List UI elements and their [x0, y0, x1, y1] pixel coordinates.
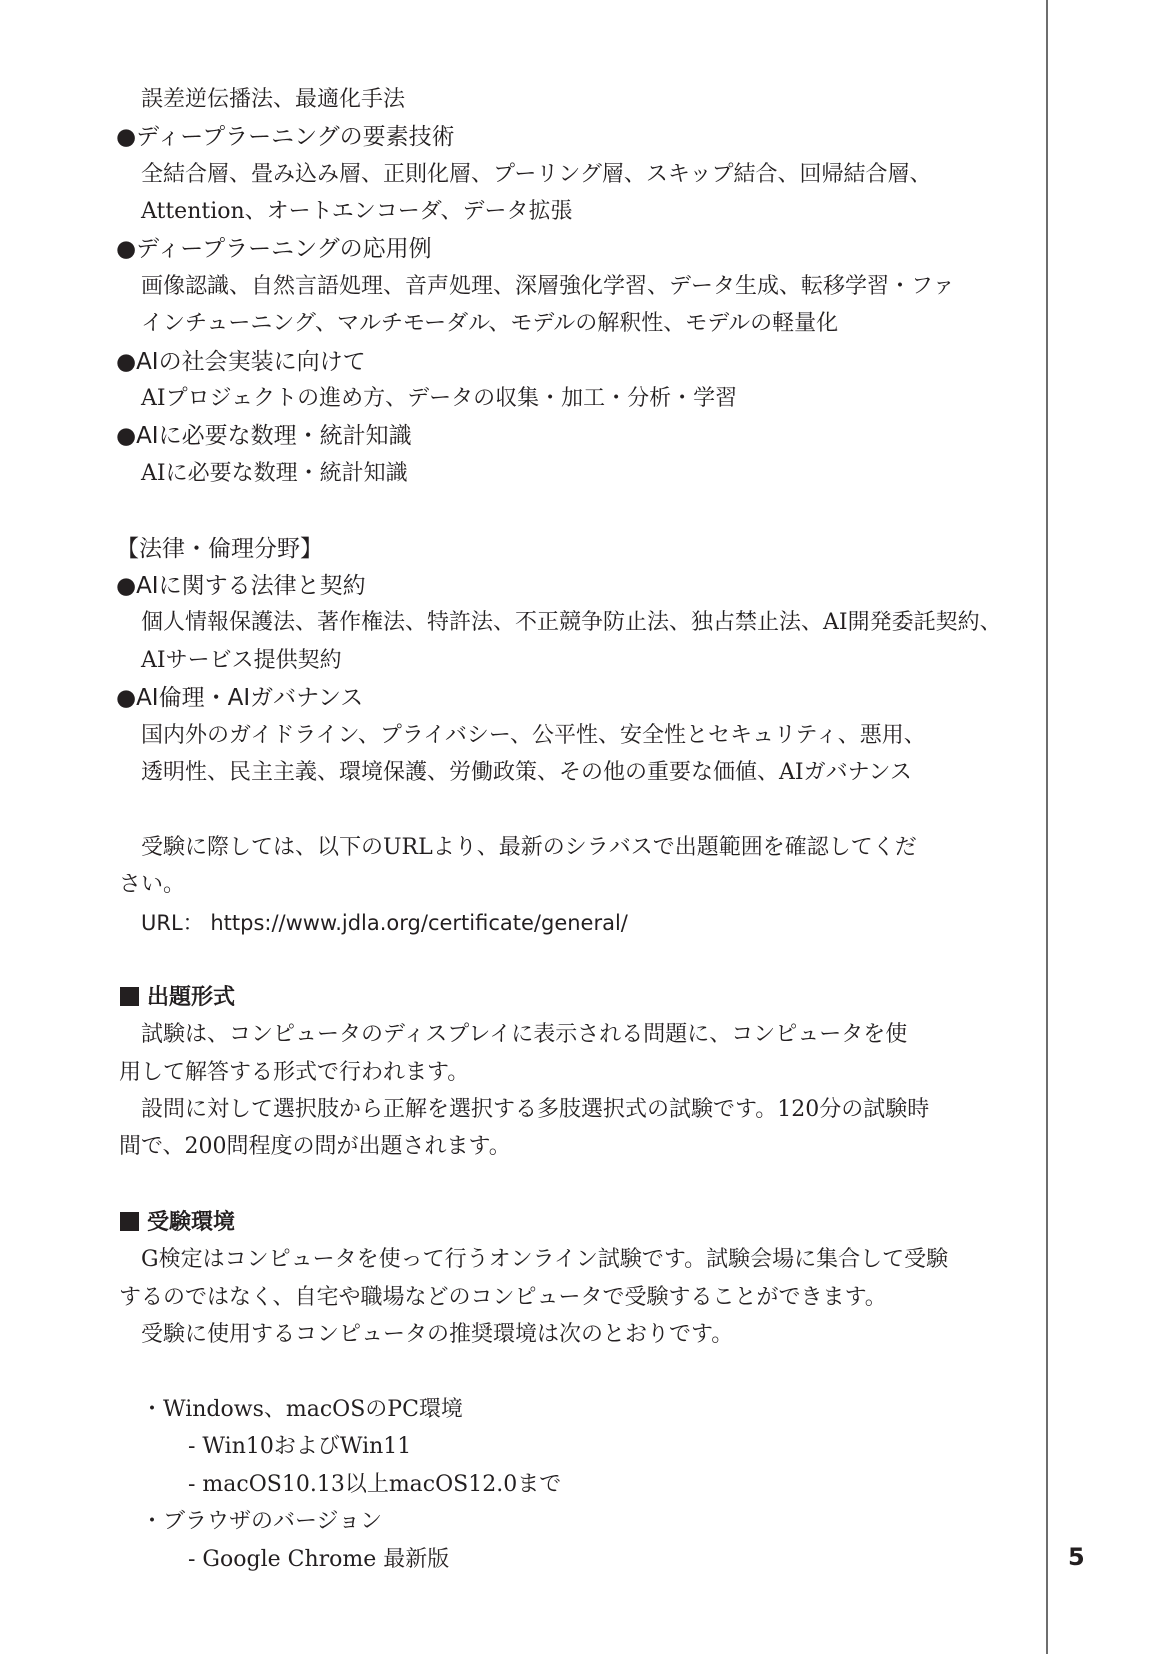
text-line: 試験は、コンピュータのディスプレイに表示される問題に、コンピュータを使: [141, 1022, 908, 1047]
text-line: 受験に使用するコンピュータの推奨環境は次のとおりです。: [141, 1322, 734, 1347]
text-line: 設問に対して選択肢から正解を選択する多肢選択式の試験です。120分の試験時: [141, 1097, 930, 1122]
list-subitem: - macOS10.13以上macOS12.0まで: [188, 1472, 562, 1497]
text-line: AIプロジェクトの進め方、データの収集・加工・分析・学習: [141, 386, 738, 411]
text-line: 間で、200問程度の問が出題されます。: [119, 1134, 511, 1159]
bullet-heading: ●AI倫理・AIガバナンス: [116, 685, 364, 711]
section-heading-exam-format: [120, 983, 235, 1013]
bullet-heading: ●ディープラーニングの要素技術: [116, 124, 455, 150]
list-item: ・ブラウザのバージョン: [141, 1509, 383, 1534]
square-bullet-icon: [120, 987, 139, 1006]
syllabus-url[interactable]: URL： https://www.jdla.org/certificate/general/: [141, 911, 628, 935]
text-line: インチューニング、マルチモーダル、モデルの解釈性、モデルの軽量化: [141, 311, 839, 336]
text-line: 個人情報保護法、著作権法、特許法、不正競争防止法、独占禁止法、AI開発委託契約、: [141, 610, 1002, 635]
section-heading-text: 受験環境: [147, 1210, 236, 1235]
page-edge-rule: [1046, 0, 1048, 1654]
text-line: 全結合層、畳み込み層、正則化層、プーリング層、スキップ結合、回帰結合層、: [141, 162, 932, 187]
text-line: 用して解答する形式で行われます。: [119, 1060, 470, 1085]
text-line: AIに必要な数理・統計知識: [141, 461, 408, 486]
bullet-heading: ●AIに関する法律と契約: [116, 573, 366, 599]
text-line: 透明性、民主主義、環境保護、労働政策、その他の重要な価値、AIガバナンス: [141, 760, 912, 785]
text-line: するのではなく、自宅や職場などのコンピュータで受験することができます。: [119, 1285, 887, 1310]
text-line: 受験に際しては、以下のURLより、最新のシラバスで出題範囲を確認してくだ: [141, 835, 917, 860]
text-line: 誤差逆伝播法、最適化手法: [141, 87, 406, 112]
text-line: G検定はコンピュータを使って行うオンライン試験です。試験会場に集合して受験: [141, 1247, 949, 1272]
section-title-law-ethics: 【法律・倫理分野】: [116, 536, 323, 562]
list-subitem: - Google Chrome 最新版: [188, 1547, 450, 1572]
text-line: Attention、オートエンコーダ、データ拡張: [141, 199, 573, 224]
section-heading-text: 出題形式: [147, 985, 236, 1010]
list-item: ・Windows、macOSのPC環境: [141, 1397, 463, 1422]
text-line: 国内外のガイドライン、プライバシー、公平性、安全性とセキュリティ、悪用、: [141, 723, 926, 748]
bullet-heading: ●AIの社会実装に向けて: [116, 349, 366, 375]
text-line: AIサービス提供契約: [141, 648, 342, 673]
bullet-heading: ●ディープラーニングの応用例: [116, 236, 432, 262]
section-heading-exam-environment: [120, 1208, 235, 1238]
text-line: さい。: [119, 872, 186, 897]
page-number: 5: [1068, 1543, 1085, 1571]
square-bullet-icon: [120, 1212, 139, 1231]
text-line: 画像認識、自然言語処理、音声処理、深層強化学習、データ生成、転移学習・ファ: [141, 274, 955, 299]
list-subitem: - Win10およびWin11: [188, 1434, 412, 1459]
bullet-heading: ●AIに必要な数理・統計知識: [116, 423, 412, 449]
